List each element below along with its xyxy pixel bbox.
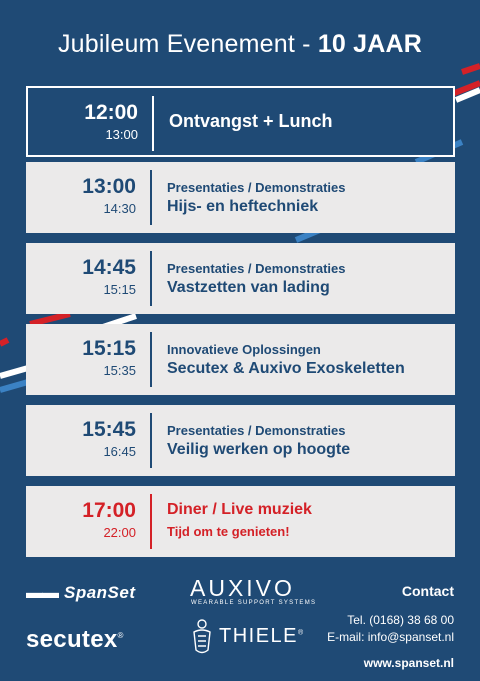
item-label: Hijs- en heftechniek bbox=[167, 198, 319, 215]
end-time: 15:15 bbox=[103, 282, 136, 297]
thiele-logo: THIELE® bbox=[219, 625, 305, 647]
item-label: Secutex & Auxivo Exoskeletten bbox=[167, 360, 405, 377]
start-time: 13:00 bbox=[82, 175, 136, 198]
item-category: Presentaties / Demonstraties bbox=[167, 423, 346, 438]
divider bbox=[150, 494, 152, 549]
contact-phone: Tel. (0168) 38 68 00 bbox=[347, 613, 454, 627]
start-time: 15:15 bbox=[82, 337, 136, 360]
item-category: Innovatieve Oplossingen bbox=[167, 342, 321, 357]
contact-website: www.spanset.nl bbox=[363, 656, 454, 670]
divider bbox=[152, 96, 154, 151]
end-time: 16:45 bbox=[103, 444, 136, 459]
end-time: 22:00 bbox=[103, 525, 136, 540]
thiele-emblem-icon bbox=[190, 618, 214, 658]
divider bbox=[150, 251, 152, 306]
start-time: 14:45 bbox=[82, 256, 136, 279]
item-category: Presentaties / Demonstraties bbox=[167, 180, 346, 195]
contact-email: E-mail: info@spanset.nl bbox=[327, 630, 454, 644]
schedule-item-3 bbox=[26, 324, 455, 395]
start-time: 17:00 bbox=[82, 499, 136, 522]
auxivo-tagline: WEARABLE SUPPORT SYSTEMS bbox=[191, 600, 317, 606]
divider bbox=[150, 332, 152, 387]
item-label: Vastzetten van lading bbox=[167, 279, 330, 296]
schedule-item-5 bbox=[26, 486, 455, 557]
end-time: 14:30 bbox=[103, 201, 136, 216]
schedule-item-1 bbox=[26, 162, 455, 233]
end-time: 15:35 bbox=[103, 363, 136, 378]
schedule-item-2 bbox=[26, 243, 455, 314]
item-label: Ontvangst + Lunch bbox=[169, 111, 333, 131]
end-time: 13:00 bbox=[105, 127, 138, 142]
start-time: 12:00 bbox=[84, 101, 138, 124]
schedule-item-4 bbox=[26, 405, 455, 476]
item-label: Veilig werken op hoogte bbox=[167, 441, 351, 458]
divider bbox=[150, 170, 152, 225]
item-label: Diner / Live muziek bbox=[167, 501, 312, 518]
auxivo-logo: AUXIVO bbox=[190, 575, 295, 601]
spanset-logo: ▬▬ SpanSet bbox=[26, 583, 136, 602]
secutex-logo: secutex® bbox=[26, 626, 124, 653]
item-category: Presentaties / Demonstraties bbox=[167, 261, 346, 276]
contact-block bbox=[294, 583, 454, 670]
start-time: 15:45 bbox=[82, 418, 136, 441]
schedule-item-0 bbox=[26, 86, 455, 157]
page-title: Jubileum Evenement - 10 JAAR bbox=[57, 30, 423, 58]
spanset-mark-icon: ▬▬ bbox=[26, 583, 58, 602]
item-sublabel: Tijd om te genieten! bbox=[167, 524, 290, 539]
contact-title: Contact bbox=[401, 583, 454, 599]
divider bbox=[150, 413, 152, 468]
